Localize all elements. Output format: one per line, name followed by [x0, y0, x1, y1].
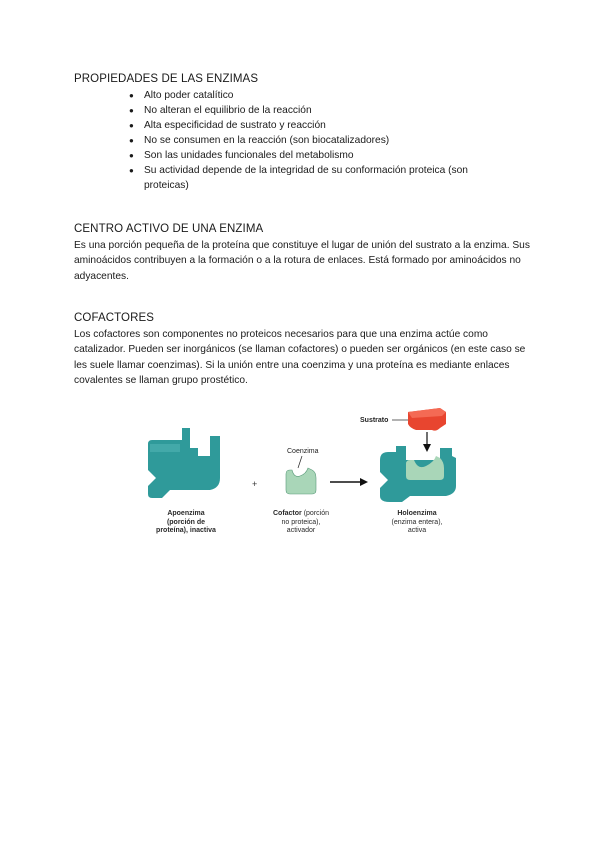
- apoenzyme-shape: [148, 428, 220, 498]
- holoenzyme-coenzyme-shape: [406, 456, 444, 480]
- section-cofactores: [74, 311, 534, 389]
- list-item: ● Alta especificidad de sustrato y reacción: [129, 120, 326, 131]
- caption-cofactor: Cofactor (porción no proteica), activador: [272, 510, 329, 534]
- section-centro-activo: [74, 222, 534, 284]
- sustrato-label: Sustrato: [360, 417, 389, 424]
- bullet-icon: ●: [129, 106, 134, 115]
- apoenzyme-highlight: [150, 444, 180, 452]
- centro-activo-paragraph: Es una porción pequeña de la proteína que constituye el lugar de unión del sustrato a la enzima. Sus aminoácidos contribuyen a la formación o a la rotura de enlaces. Está formado por aminoácidos no adyacentes.: [74, 240, 530, 282]
- enzyme-diagram: [140, 402, 480, 542]
- coenzima-label: Coenzima: [287, 448, 319, 455]
- section-title-centro-activo: CENTRO ACTIVO DE UNA ENZIMA: [74, 223, 264, 235]
- section-propiedades: [74, 72, 534, 193]
- arrow-head-icon: [360, 478, 368, 486]
- caption-apoenzima: Apoenzima (porción de proteína), inactiva: [156, 510, 216, 534]
- bullet-icon: ●: [129, 151, 134, 160]
- list-item: ● Alto poder catalítico: [129, 90, 234, 101]
- bullet-icon: ●: [129, 136, 134, 145]
- list-item: ● Su actividad depende de la integridad de su conformación proteica (son proteicas): [129, 165, 468, 191]
- caption-holoenzima: Holoenzima (enzima entera), activa: [391, 510, 443, 534]
- coenzyme-shape: [286, 468, 316, 494]
- list-item: ● No se consumen en la reacción (son biocatalizadores): [129, 135, 390, 146]
- section-title-propiedades: PROPIEDADES DE LAS ENZIMAS: [74, 73, 259, 85]
- list-item: ● No alteran el equilibrio de la reacción: [129, 105, 312, 116]
- plus-sign: +: [252, 479, 258, 489]
- substrate-arrow-head-icon: [423, 444, 431, 452]
- bullet-icon: ●: [129, 91, 134, 100]
- bullet-icon: ●: [129, 166, 134, 175]
- cofactores-paragraph: Los cofactores son componentes no proteicos necesarios para que una enzima actúe como catalizador. Pueden ser inorgánicos (se llaman cofactores) o pueden ser orgánicos (en este caso se les suele llamar coenzimas). Si la unión entre una coenzima y una proteína es mediante enlaces covalentes se llaman grupo prostético.: [74, 329, 526, 387]
- bullet-icon: ●: [129, 121, 134, 130]
- propiedades-list: [74, 88, 534, 193]
- coenzima-pointer: [298, 456, 302, 468]
- section-title-cofactores: COFACTORES: [74, 312, 155, 324]
- list-item: ● Son las unidades funcionales del metabolismo: [129, 150, 354, 161]
